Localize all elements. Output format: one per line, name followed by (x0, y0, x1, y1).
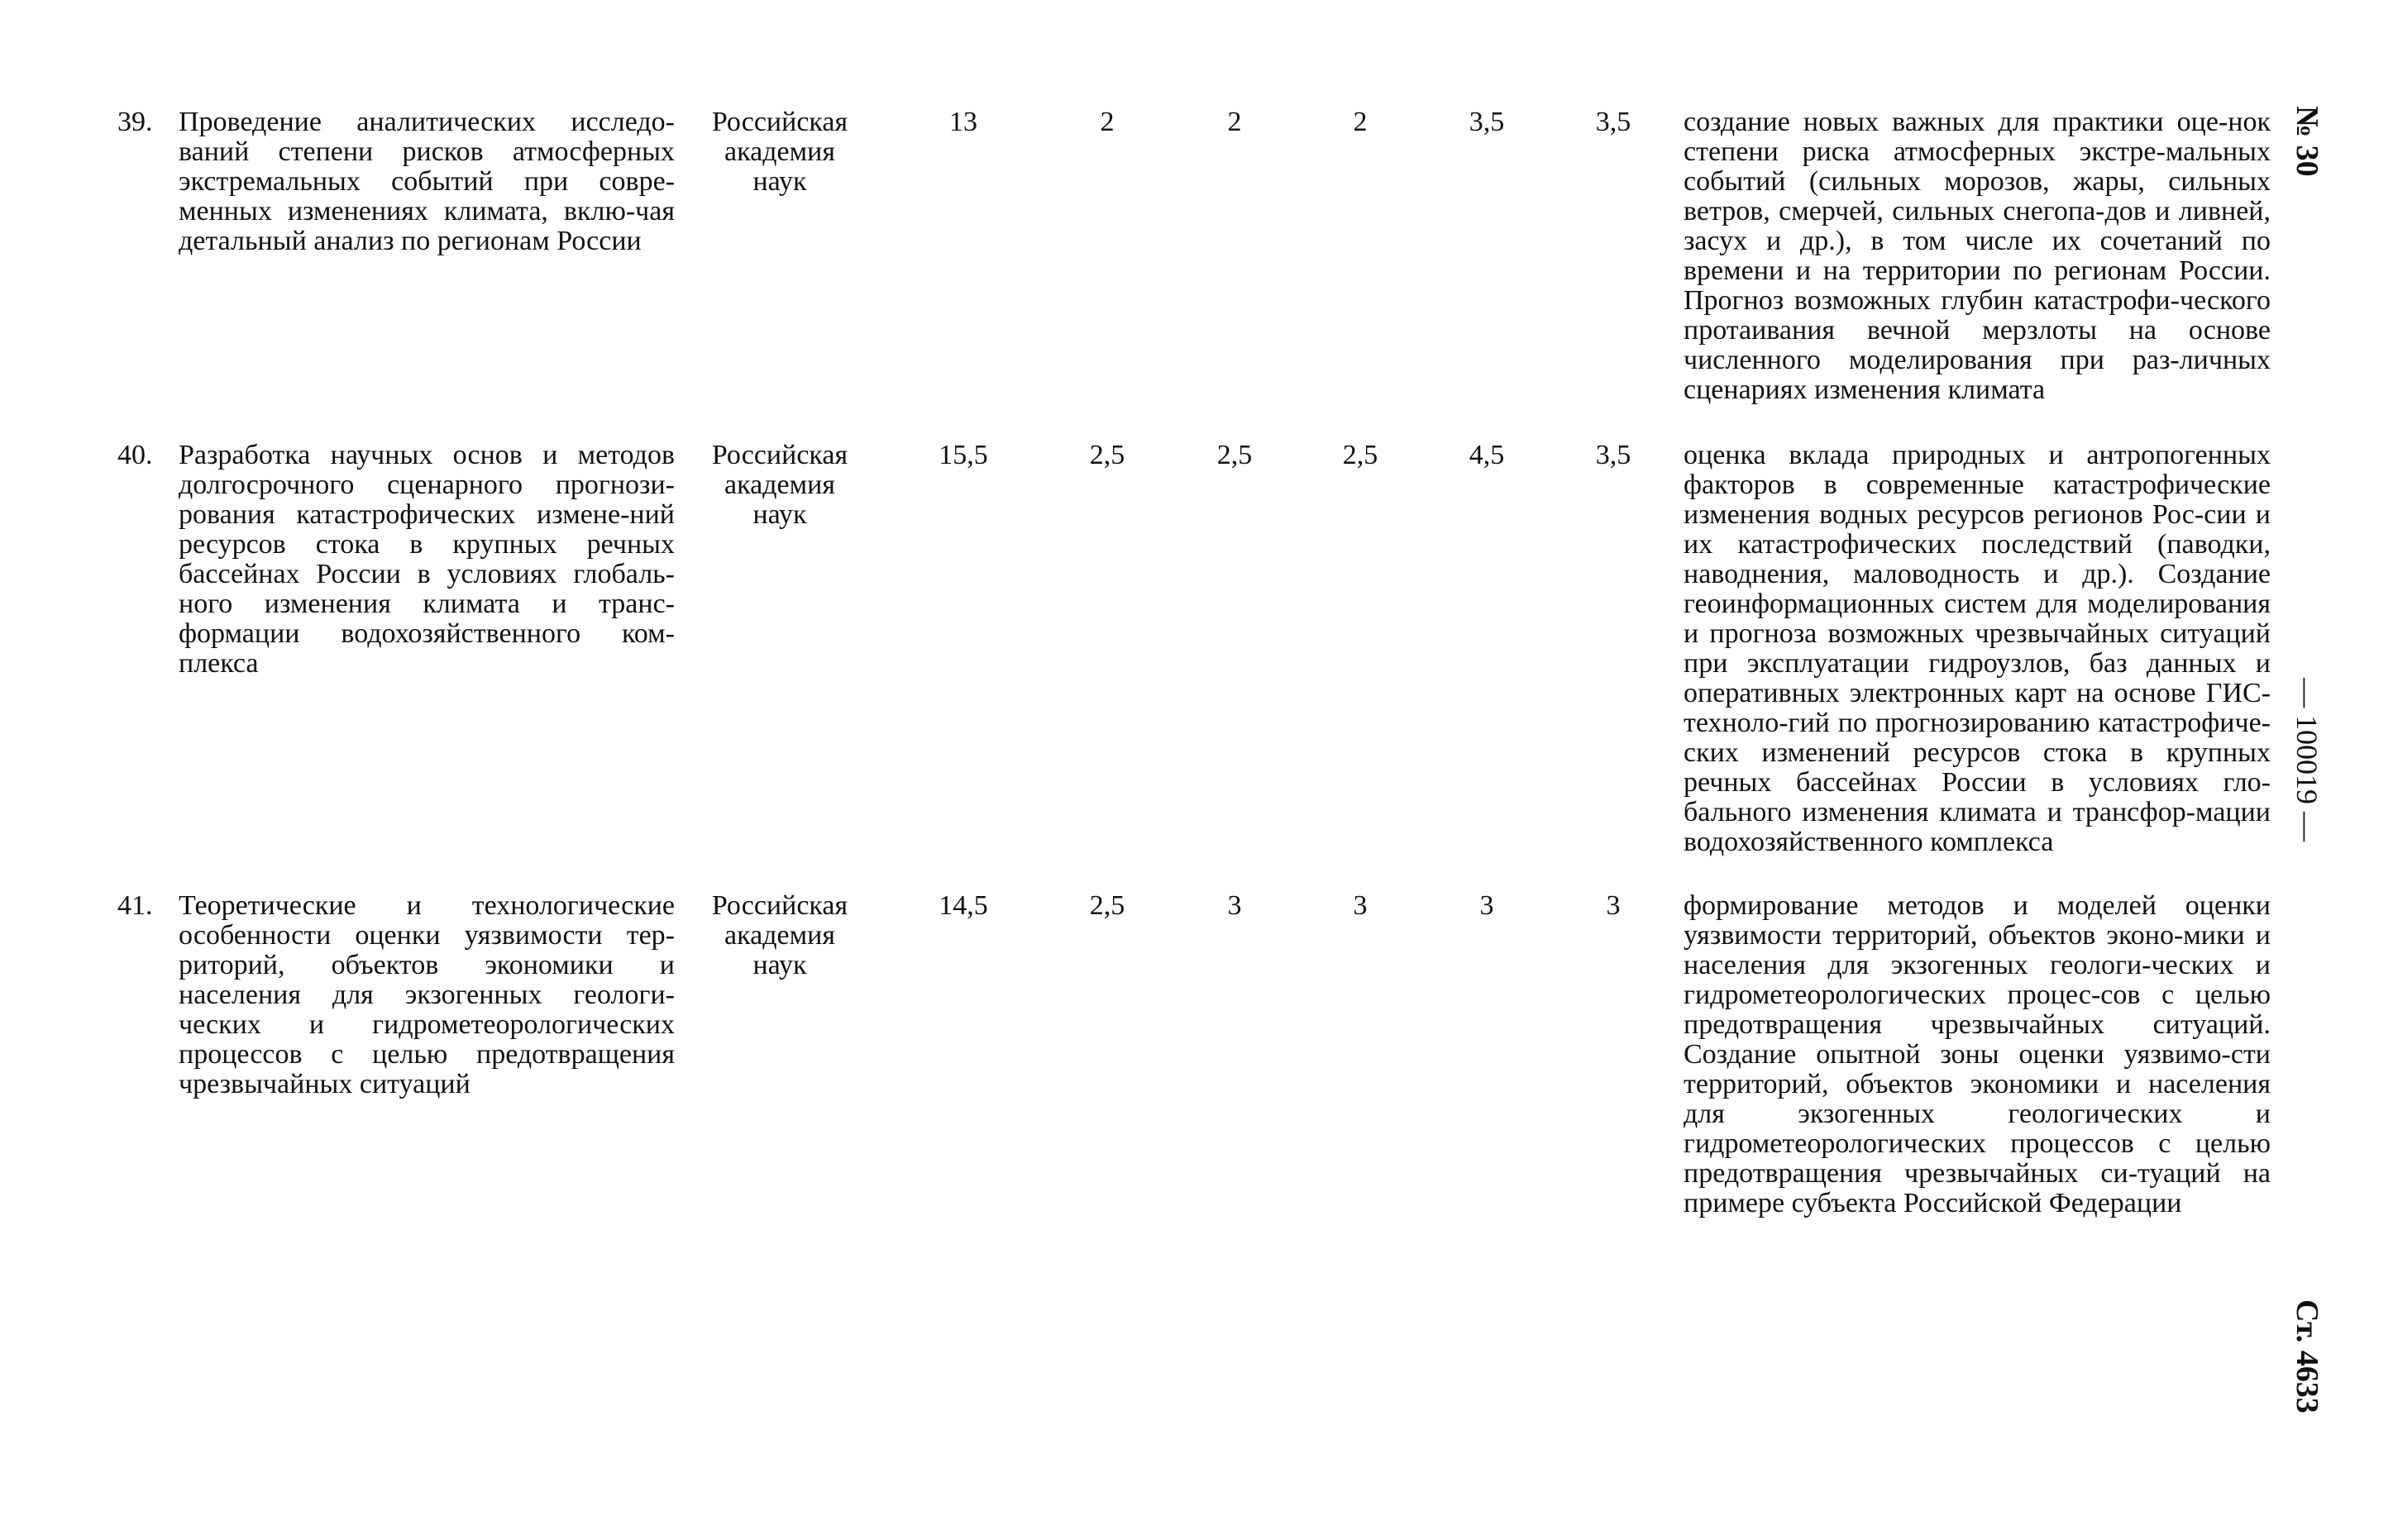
value-year-4: 3,5 (1469, 107, 1505, 137)
row-number: 41. (117, 890, 153, 921)
row-title: Разработка научных основ и методов долгосрочного сценарного прогнози-рования катастрофических измене-ний ресурсов стока в крупных речных бассейнах России в условиях глобаль-ного изменения климата и транс-формации водохозяйственного ком-плекса (179, 440, 675, 679)
value-year-3: 2,5 (1342, 440, 1378, 470)
value-year-5: 3 (1606, 890, 1621, 921)
value-year-5: 3,5 (1595, 440, 1631, 470)
row-number: 40. (117, 440, 153, 470)
result-paragraph: формирование методов и моделей оценки уязвимости территорий, объектов эконо-мики и населения для экзогенных геологи-ческих и гидрометеорологических процес-сов с целью предотвращения чрезвычайных ситуаций. (1684, 890, 2271, 1040)
result-paragraph: Создание опытной зоны оценки уязвимо-сти территорий, объектов экономики и населения для экзогенных геологических и гидрометеорологических процессов с целью предотвращения чрезвычайных си-туаций на примере субъекта Российской Федерации (1684, 1039, 2271, 1218)
row-title: Теоретические и технологические особенности оценки уязвимости тер-риторий, объектов экономики и населения для экзогенных геологи-ческих и гидрометеорологических процессов с целью предотвращения чрезвычайных ситуаций (179, 890, 675, 1099)
row-organization: Российская академия наук (711, 107, 848, 197)
document-page: 39. Проведение аналитических исследо-ваний степени рисков атмосферных экстремальных событий при совре-менных изменениях климата, вклю-чая детальный анализ по регионам России Российская академия наук 13 2 2 2 3,5 3,5 создание новых важных для практики оце-нок степени риска атмосферных экстре-мальных событий (сильных морозов, жары, сильных ветров, смерчей, сильных снегопа-дов и ливней, засух и др.), в том числе их сочетаний по времени и на территории по регионам России. Прогноз возможных глубин катастрофи-ческого протаивания вечной мерзлоты на основе численного моделирования при раз-личных сценариях изменения климата 40. Разработка научных основ и методов долгосрочного сценарного прогнози-рования катастрофических измене-ний ресурсов стока в крупных речных бассейнах России в условиях глобаль-ного изменения климата и транс-формации водохозяйственного ком-плекса Российская академия наук 15,5 2,5 2,5 2,5 4,5 3,5 оценка вклада природных и антропогенных факторов в современные катастрофические изменения водных ресурсов регионов Рос-сии и их катастрофических последствий (паводки, наводнения, маловодность и др.). Создание геоинформационных систем для моделирования и прогноза возможных чрезвычайных ситуаций при эксплуатации гидроузлов, баз данных и оперативных электронных карт на основе ГИС-техноло-гий по прогнозированию катастрофиче-ских изменений ресурсов стока в крупных речных бассейнах России в условиях гло-бального изменения климата и трансфор-мации водохозяйственного комплекса 41. Теоретические и технологические особенности оценки уязвимости тер-риторий, объектов экономики и населения для экзогенных геологи-ческих и гидрометеорологических процессов с целью предотвращения чрезвычайных ситуаций Российская академия наук 14,5 2,5 3 3 3 3 формирование методов и моделей оценки уязвимости территорий, объектов эконо-мики и населения для экзогенных геологи-ческих и гидрометеорологических процес-сов с целью предотвращения чрезвычайных ситуаций. Создание опытной зоны оценки уязвимо-сти территорий, объектов экономики и населения для экзогенных геологических и гидрометеорологических процессов с целью предотвращения чрезвычайных си-туаций на примере субъекта Российской Федерации № 30 — 100019 — Ст. 4633 (117, 106, 2324, 1414)
value-year-1: 2,5 (1089, 440, 1125, 470)
value-total: 15,5 (939, 440, 988, 470)
value-total: 14,5 (939, 890, 988, 921)
result-paragraph: оценка вклада природных и антропогенных факторов в современные катастрофические изменения водных ресурсов регионов Рос-сии и их катастрофических последствий (паводки, наводнения, маловодность и др.). Создание геоинформационных систем для моделирования и прогноза возможных чрезвычайных ситуаций при эксплуатации гидроузлов, баз данных и оперативных электронных карт на основе ГИС-техноло-гий по прогнозированию катастрофиче-ских изменений ресурсов стока в крупных речных бассейнах России в условиях гло-бального изменения климата и трансфор-мации водохозяйственного комплекса (1684, 440, 2271, 857)
value-year-4: 3 (1479, 890, 1494, 921)
row-result (1684, 107, 2271, 405)
value-total: 13 (949, 107, 977, 137)
row-result (1684, 891, 2271, 1218)
result-paragraph: Прогноз возможных глубин катастрофи-ческого протаивания вечной мерзлоты на основе численного моделирования при раз-личных сценариях изменения климата (1684, 285, 2271, 405)
value-year-2: 2 (1227, 107, 1242, 137)
row-number: 39. (117, 107, 153, 137)
value-year-2: 3 (1227, 890, 1242, 921)
row-organization: Российская академия наук (711, 440, 848, 530)
value-year-3: 2 (1353, 107, 1368, 137)
value-year-5: 3,5 (1595, 107, 1631, 137)
value-year-3: 3 (1353, 890, 1368, 921)
row-title: Проведение аналитических исследо-ваний степени рисков атмосферных экстремальных событий при совре-менных изменениях климата, вклю-чая детальный анализ по регионам России (179, 107, 675, 256)
result-paragraph: создание новых важных для практики оце-нок степени риска атмосферных экстре-мальных событий (сильных морозов, жары, сильных ветров, смерчей, сильных снегопа-дов и ливней, засух и др.), в том числе их сочетаний по времени и на территории по регионам России. (1684, 107, 2271, 286)
value-year-1: 2 (1100, 107, 1115, 137)
value-year-2: 2,5 (1216, 440, 1253, 470)
row-result (1684, 441, 2271, 857)
value-year-1: 2,5 (1089, 890, 1125, 921)
row-organization: Российская академия наук (711, 890, 848, 980)
value-year-4: 4,5 (1469, 440, 1505, 470)
